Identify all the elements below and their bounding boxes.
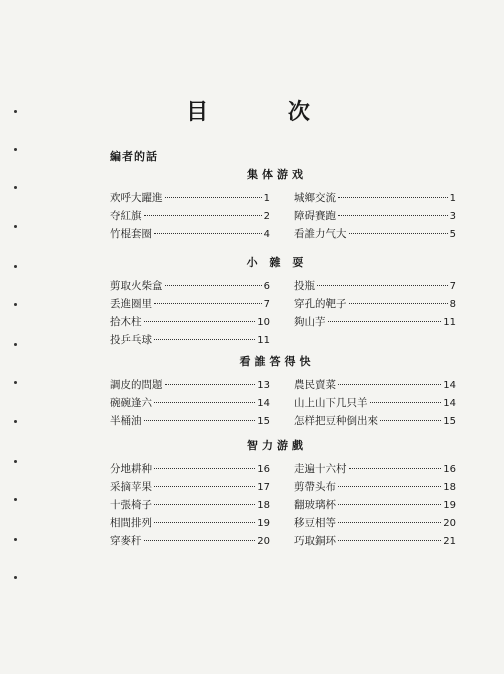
entry-page-number: 15 — [443, 416, 456, 427]
entry-page-number: 1 — [449, 193, 456, 204]
entry-title: 投瓶 — [294, 280, 315, 292]
entry-page-number: 3 — [449, 211, 456, 222]
entry-title: 夠山芋 — [294, 316, 326, 328]
entry-page-number: 17 — [257, 482, 270, 493]
toc-entry[interactable] — [294, 315, 456, 330]
entry-title: 剪帶头布 — [294, 481, 336, 493]
dot-leader — [165, 197, 262, 198]
dot-leader — [338, 486, 441, 487]
binding-dot — [14, 225, 17, 228]
dot-leader — [154, 233, 262, 234]
dot-leader — [144, 215, 262, 216]
entry-page-number: 2 — [263, 211, 270, 222]
entry-title: 十張椅子 — [110, 499, 152, 511]
entry-page-number: 10 — [257, 317, 270, 328]
entry-page-number: 16 — [257, 464, 270, 475]
toc-entry[interactable] — [110, 191, 270, 206]
entry-title: 欢呼大躍進 — [110, 192, 163, 204]
entry-title: 剪取火柴盒 — [110, 280, 163, 292]
binding-dot — [14, 420, 17, 423]
dot-leader — [328, 321, 442, 322]
entry-page-number: 1 — [263, 193, 270, 204]
toc-entry[interactable] — [294, 227, 456, 242]
toc-entry[interactable] — [294, 396, 456, 411]
entry-title: 相間排列 — [110, 517, 152, 529]
entry-page-number: 11 — [443, 317, 456, 328]
section-title: 智力游戲 — [247, 439, 307, 452]
entry-title: 走遍十六村 — [294, 463, 347, 475]
section-title: 看誰答得快 — [239, 355, 315, 368]
dot-leader — [154, 522, 255, 523]
binding-dot — [14, 303, 17, 306]
entry-page-number: 8 — [449, 299, 456, 310]
toc-entry[interactable] — [110, 209, 270, 224]
toc-entry[interactable] — [294, 516, 456, 531]
entry-page-number: 16 — [443, 464, 456, 475]
entry-page-number: 19 — [257, 518, 270, 529]
entry-page-number: 11 — [257, 335, 270, 346]
toc-entry[interactable] — [294, 209, 456, 224]
entry-page-number: 5 — [449, 229, 456, 240]
binding-dot — [14, 186, 17, 189]
toc-entry[interactable] — [294, 534, 456, 549]
entry-page-number: 7 — [263, 299, 270, 310]
toc-entry[interactable] — [110, 534, 270, 549]
entry-page-number: 20 — [257, 536, 270, 547]
entry-title: 巧取銅环 — [294, 535, 336, 547]
toc-entry[interactable] — [110, 516, 270, 531]
entry-page-number: 6 — [263, 281, 270, 292]
entry-title: 農民賣菜 — [294, 379, 336, 391]
section-title: 集体游戏 — [247, 168, 307, 181]
toc-entry[interactable] — [294, 279, 456, 294]
toc-entry[interactable] — [110, 480, 270, 495]
toc-entry[interactable] — [294, 462, 456, 477]
entry-page-number: 4 — [263, 229, 270, 240]
binding-dot — [14, 148, 17, 151]
dot-leader — [154, 303, 262, 304]
toc-entry[interactable] — [110, 414, 270, 429]
toc-entry[interactable] — [110, 396, 270, 411]
entry-page-number: 18 — [257, 500, 270, 511]
dot-leader — [165, 384, 256, 385]
dot-leader — [154, 486, 255, 487]
entry-title: 半桶油 — [110, 415, 142, 427]
dot-leader — [338, 197, 448, 198]
dot-leader — [154, 468, 255, 469]
dot-leader — [370, 402, 442, 403]
dot-leader — [154, 504, 255, 505]
binding-dot — [14, 538, 17, 541]
toc-entry[interactable] — [110, 227, 270, 242]
entry-title: 看誰力气大 — [294, 228, 347, 240]
entry-page-number: 20 — [443, 518, 456, 529]
entry-title: 夺紅旗 — [110, 210, 142, 222]
dot-leader — [338, 215, 448, 216]
dot-leader — [338, 522, 441, 523]
entry-page-number: 14 — [257, 398, 270, 409]
toc-entry[interactable] — [294, 191, 456, 206]
entry-title: 穿孔的靶子 — [294, 298, 347, 310]
entry-title: 竹棍套圈 — [110, 228, 152, 240]
toc-entry[interactable] — [294, 498, 456, 513]
binding-dot — [14, 343, 17, 346]
entry-title: 丢進圈里 — [110, 298, 152, 310]
preface-heading: 編者的話 — [110, 150, 158, 163]
entry-title: 山上山下几只羊 — [294, 397, 368, 409]
entry-title: 移豆相等 — [294, 517, 336, 529]
toc-entry[interactable] — [294, 297, 456, 312]
entry-title: 穿麥秆 — [110, 535, 142, 547]
toc-entry[interactable] — [294, 378, 456, 393]
entry-page-number: 14 — [443, 380, 456, 391]
binding-dot — [14, 381, 17, 384]
entry-page-number: 14 — [443, 398, 456, 409]
entry-title: 分地耕种 — [110, 463, 152, 475]
toc-entry[interactable] — [110, 297, 270, 312]
entry-page-number: 13 — [257, 380, 270, 391]
entry-title: 怎样把豆种倒出來 — [294, 415, 378, 427]
toc-entry[interactable] — [110, 378, 270, 393]
binding-dot — [14, 498, 17, 501]
entry-page-number: 21 — [443, 536, 456, 547]
dot-leader — [349, 468, 442, 469]
dot-leader — [317, 285, 448, 286]
dot-leader — [144, 321, 256, 322]
dot-leader — [349, 233, 448, 234]
dot-leader — [165, 285, 262, 286]
entry-page-number: 19 — [443, 500, 456, 511]
dot-leader — [338, 504, 441, 505]
entry-title: 采摘苹果 — [110, 481, 152, 493]
toc-entry[interactable] — [110, 279, 270, 294]
section-title: 小 雜 耍 — [246, 256, 308, 269]
toc-entry[interactable] — [110, 498, 270, 513]
entry-title: 障碍賽跑 — [294, 210, 336, 222]
toc-entry[interactable] — [110, 462, 270, 477]
toc-entry[interactable] — [294, 414, 456, 429]
dot-leader — [154, 402, 255, 403]
toc-entry[interactable] — [110, 333, 270, 348]
dot-leader — [338, 540, 441, 541]
entry-title: 調皮的問題 — [110, 379, 163, 391]
toc-entry[interactable] — [294, 480, 456, 495]
dot-leader — [144, 540, 256, 541]
entry-page-number: 7 — [449, 281, 456, 292]
dot-leader — [144, 420, 256, 421]
dot-leader — [338, 384, 441, 385]
entry-title: 投乒乓球 — [110, 334, 152, 346]
binding-dot — [14, 576, 17, 579]
dot-leader — [380, 420, 441, 421]
entry-page-number: 15 — [257, 416, 270, 427]
entry-title: 拾木柱 — [110, 316, 142, 328]
dot-leader — [154, 339, 255, 340]
page-title: 目 次 — [186, 99, 346, 125]
entry-title: 翻玻璃杯 — [294, 499, 336, 511]
entry-page-number: 18 — [443, 482, 456, 493]
entry-title: 碗碗逢六 — [110, 397, 152, 409]
dot-leader — [349, 303, 448, 304]
toc-entry[interactable] — [110, 315, 270, 330]
binding-dot — [14, 460, 17, 463]
entry-title: 城鄉交流 — [294, 192, 336, 204]
